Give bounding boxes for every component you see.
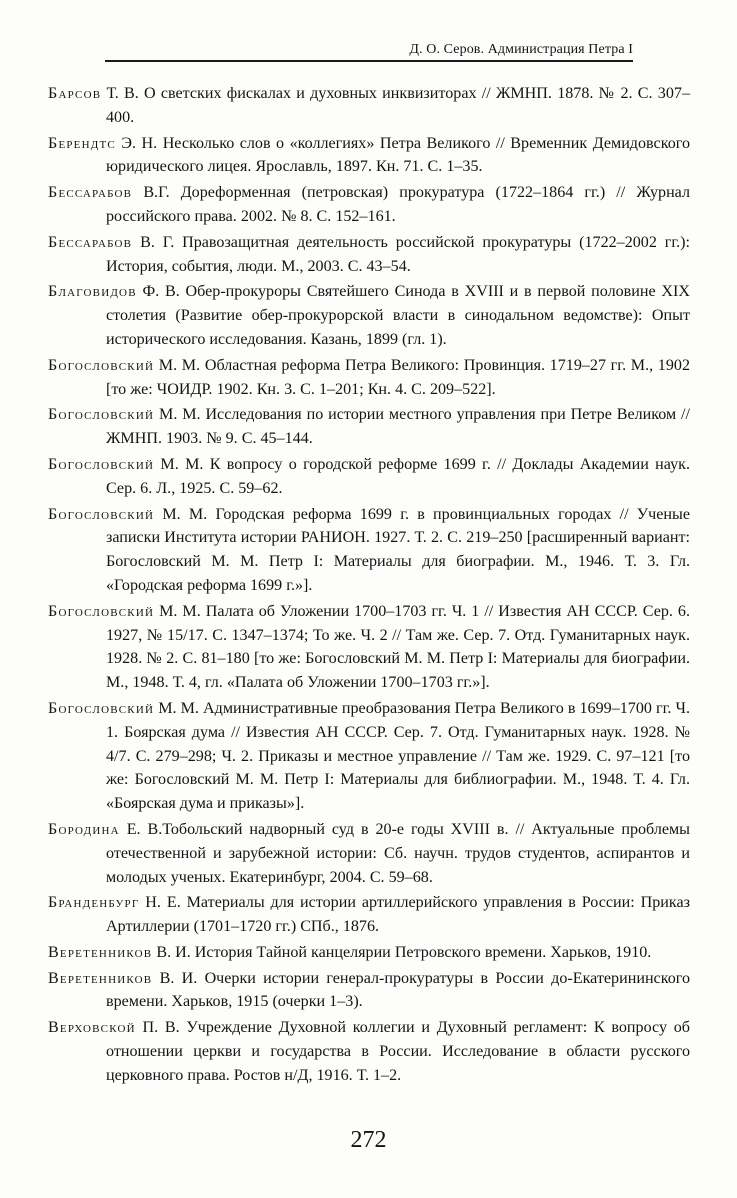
entry-text: Правозащитная деятельность российской прокуратуры (1722–2002 гг.): История, события, люди. М., 2003. С. 43–54. [106,233,690,275]
entry-initials: Т. В. [101,85,145,102]
bibliography-entry [48,891,690,939]
entry-initials: М. М. [154,406,206,424]
bibliography-entry [48,818,690,889]
entry-author: Верховской [48,1019,136,1037]
entry-text: Несколько слов о «коллегиях» Петра Великого // Временник Демидовского юридического лицея. Ярославль, 1897. Кн. 71. С. 1–35. [106,134,690,176]
entry-initials: В. И. [152,969,205,987]
entry-author: Благовидов [48,283,137,301]
entry-author: Богословский [48,699,155,717]
entry-initials: П. В. [135,1019,187,1037]
entry-initials: М. М. [154,505,216,523]
entry-initials: В.Г. [132,184,181,202]
bibliography-entry [48,941,690,965]
entry-author: Бородина [48,820,120,838]
entry-initials: В. И. [152,943,195,961]
entry-initials: Э. Н. [115,134,163,152]
entry-author: Берендтс [48,134,116,152]
entry-text: Обер-прокуроры Святейшего Синода в XVIII и в первой половине XIX столетия (Развитие обер-прокурорской власти в синодальном ведомстве): Опыт исторического исследования. Казань, 1899 (гл. 1). [106,283,690,348]
entry-initials: М. М. [154,699,204,717]
entry-text: К вопросу о городской реформе 1699 г. // Доклады Академии наук. Сер. 6. Л., 1925. С. 59–62. [106,455,690,497]
bibliography-entry [48,231,690,279]
entry-text: Дореформенная (петровская) прокуратура (1722–1864 гг.) // Журнал российского права. 2002. № 8. С. 152–161. [106,184,690,225]
entry-text: Учреждение Духовной коллегии и Духовный регламент: К вопросу об отношении церкви и государства в России. Исследование в области русского церковного права. Ростов н/Д, 1916. Т. 1–2. [106,1019,690,1084]
bibliography-entry [48,1016,690,1087]
entry-text: Тобольский надворный суд в 20-е годы XVIII в. // Актуальные проблемы отечественной и зарубежной истории: Сб. научн. трудов студентов, аспирантов и молодых ученых. Екатеринбург, 2004. С. 59–68. [106,820,690,886]
entry-initials: Е. В. [119,820,163,838]
entry-author: Бессарабов [48,184,133,202]
entry-author: Богословский [48,602,155,620]
entry-initials: М. М. [154,356,205,374]
running-head: Д. О. Серов. Администрация Петра I [105,42,633,62]
bibliography-entry [48,697,690,816]
entry-initials: М. М. [154,602,206,620]
entry-author: Веретенников [48,969,153,987]
entry-text: Палата об Уложении 1700–1703 гг. Ч. 1 // Известия АН СССР. Сер. 6. 1927, № 15/17. С. 1347–1374; То же. Ч. 2 // Там же. Сер. 7. Отд. Гуманитарных наук. 1928. № 2. С. 81–180 [то же: Богословский М. М. Петр I: Материалы для биографии. М., 1948. Т. 4, гл. «Палата об Уложении 1700–1703 гг.»]. [106,602,690,692]
bibliography-list [48,82,690,1090]
bibliography-entry [48,967,690,1015]
entry-text: Исследования по истории местного управления при Петре Великом // ЖМНП. 1903. № 9. С. 45–144. [106,406,690,448]
bibliography-entry [48,503,690,598]
bibliography-entry [48,181,690,229]
entry-text: Областная реформа Петра Великого: Провинция. 1719–27 гг. М., 1902 [то же: ЧОИДР. 1902. Кн. 3. С. 1–201; Кн. 4. С. 209–522]. [106,356,690,398]
bibliography-entry [48,453,690,501]
bibliography-entry [48,403,690,451]
entry-author: Богословский [48,356,155,374]
page-number: 272 [350,1127,387,1153]
entry-author: Барсов [48,85,102,102]
entry-text: Городская реформа 1699 г. в провинциальных городах // Ученые записки Института истории РАНИОН. 1927. Т. 2. С. 219–250 [расширенный вариант: Богословский М. М. Петр I: Материалы для биографии. М., 1946. Т. 3. Гл. «Городская реформа 1699 г.»]. [106,505,690,594]
bibliography-entry [48,600,690,695]
bibliography-entry [48,280,690,351]
entry-text: Административные преобразования Петра Великого в 1699–1700 гг. Ч. 1. Боярская дума // Известия АН СССР. Сер. 7. Отд. Гуманитарных наук. 1928. № 4/7. С. 279–298; Ч. 2. Приказы и местное управление // Там же. 1929. С. 97–121 [то же: Богословский М. М. Петр I: Материалы для библиографии. М., 1948. Т. 4. Гл. «Боярская дума и приказы»]. [106,699,690,813]
entry-text: Очерки истории генерал-прокуратуры в России до-Екатерининского времени. Харьков, 1915 (очерки 1–3). [106,969,690,1011]
bibliography-entry [48,82,690,130]
entry-initials: Ф. В. [136,283,186,301]
bibliography-entry [48,132,690,180]
entry-initials: В. Г. [132,233,183,251]
entry-text: О светских фискалах и духовных инквизиторах // ЖМНП. 1878. № 2. С. 307–400. [106,85,690,126]
entry-text: История Тайной канцелярии Петровского времени. Харьков, 1910. [194,943,652,961]
bibliography-entry [48,354,690,402]
entry-author: Веретенников [48,943,153,961]
entry-author: Бессарабов [48,233,133,251]
entry-text: Материалы для истории артиллерийского управления в России: Приказ Артиллерии (1701–1720 гг.) СПб., 1876. [106,894,690,936]
entry-author: Богословский [48,455,155,473]
entry-author: Бранденбург [48,894,140,912]
entry-initials: М. М. [154,455,210,473]
entry-author: Богословский [48,505,155,523]
entry-author: Богословский [48,406,155,424]
entry-initials: Н. Е. [139,894,187,912]
